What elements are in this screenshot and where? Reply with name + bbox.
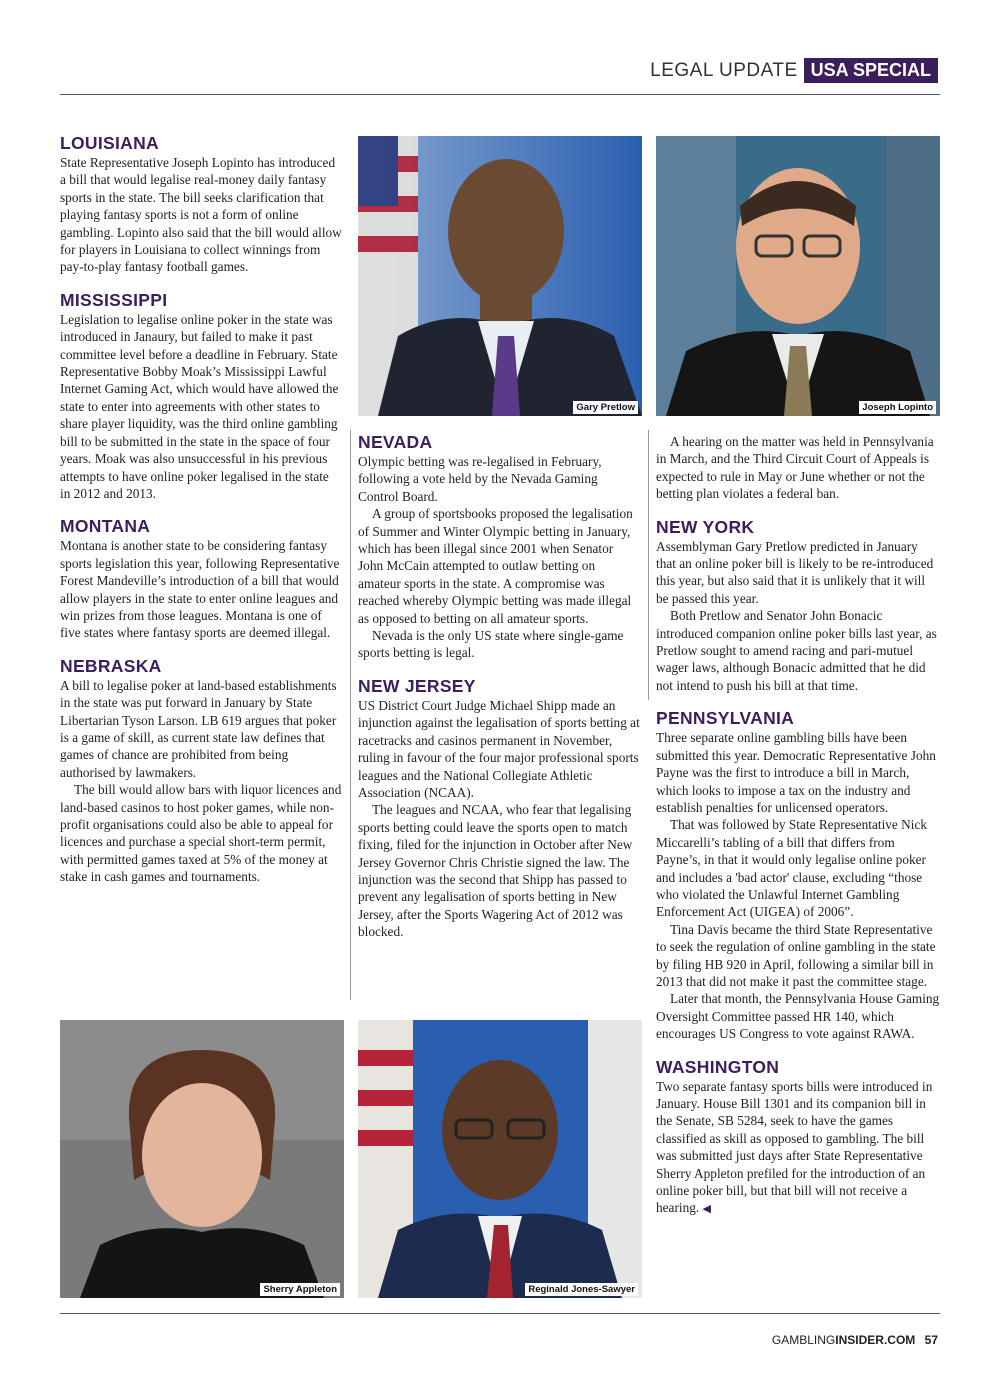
body-paragraph: Olympic betting was re-legalised in February, following a vote held by the Nevada Gaming Control Board. (358, 454, 602, 504)
body-paragraph: Legislation to legalise online poker in the state was introduced in Janaury, but failed to make it past committee level before a deadline in February. State Representative Bobby Moak’s Mississippi Lawful Internet Gaming Act, which would have allowed the state to enter into agreements with other states to share player liquidity, was the third online gambling bill to be submitted in the state in the space of four years. Moak was also unsuccessful in his previous attempts to have online poker legalised in the state in 2012 and 2013. (60, 311, 339, 501)
section-heading: MISSISSIPPI (60, 289, 168, 310)
site-name-prefix: GAMBLING (771, 1333, 836, 1347)
photo-joseph-lopinto (656, 136, 940, 416)
left-column (60, 132, 342, 899)
body-paragraph: Three separate online gambling bills have been submitted this year. Democratic Representative John Payne was the first to introduce a bill in March, which looks to impose a tax on the industry and establish penalties for unlicensed operators. (656, 730, 936, 815)
page-number: 57 (924, 1333, 938, 1347)
body-paragraph: Both Pretlow and Senator John Bonacic introduced companion online poker bills last year, as Pretlow sought to amend racing and pari-mutuel wager laws, although Bonacic admitted that he did not intend to push his bill at that time. (656, 608, 937, 693)
middle-column (358, 431, 640, 954)
body-paragraph: A hearing on the matter was held in Pennsylvania in March, and the Third Circuit Court of Appeals is expected to rule in May or June whether or not the betting plan violates a federal ban. (656, 434, 934, 502)
body-paragraph: State Representative Joseph Lopinto has introduced a bill that would legalise real-money daily fantasy sports in the state. The bill seeks clarification that playing fantasy sports is not a form of online gambling. Lopinto also said that the bill would allow for players in Louisiana to collect winnings from pay-to-play fantasy football games. (60, 155, 342, 275)
body-paragraph: Two separate fantasy sports bills were introduced in January. House Bill 1301 and its companion bill in the Senate, SB 5284, seek to have the games classified as skill as opposed to gambling. The bill was submitted just days after State Representative Sherry Appleton prefiled for the introduction of an online poker bill, but that bill will not receive a hearing. ◀ (656, 1078, 933, 1216)
article-section (358, 431, 640, 662)
portrait-man-suit (358, 136, 642, 416)
body-paragraph: Tina Davis became the third State Representative to seek the regulation of online gambling in the state by filing HB 920 in April, following a similar bill in 2013 that did not make it past the committee stage. (656, 921, 936, 989)
section-heading: PENNSYLVANIA (656, 708, 795, 729)
body-paragraph: A bill to legalise poker at land-based establishments in the state was put forward in January by State Libertarian Tyson Larson. LB 619 argues that poker is a game of skill, as current state law defines that games of chance are prohibited from being authorised by lawmakers. (60, 677, 337, 780)
body-paragraph: Nevada is the only US state where single-game sports betting is legal. (358, 628, 624, 661)
section-label: LEGAL UPDATE (650, 59, 798, 81)
body-paragraph: Assemblyman Gary Pretlow predicted in January that an online poker bill is likely to be re-introduced this year, but also said that it is unlikely that it will be passed this year. (656, 538, 934, 606)
section-heading: WASHINGTON (656, 1056, 780, 1077)
page-footer (772, 1333, 938, 1347)
continued-text (656, 433, 940, 503)
body-paragraph: US District Court Judge Michael Shipp made an injunction against the legalisation of sports betting at racetracks and casinos permanent in November, ruling in favour of the four major professional sports leagues and the National Collegiate Athletic Association (NCAA). (358, 697, 640, 800)
article-section (60, 289, 342, 502)
caption-gary-pretlow: Gary Pretlow (573, 401, 638, 414)
portrait-man-glasses (656, 136, 940, 416)
site-name-bold: INSIDER.COM (835, 1333, 916, 1347)
article-section (60, 132, 342, 276)
caption-sherry-appleton: Sherry Appleton (260, 1283, 340, 1296)
body-paragraph: A group of sportsbooks proposed the legalisation of Summer and Winter Olympic betting in January, which has been illegal since 2001 when Senator John McCain attempted to outlaw betting on amateur sports in the state. A compromise was reached whereby Olympic betting was made illegal as opposed to betting on all amateur sports. (358, 506, 633, 626)
section-heading: MONTANA (60, 516, 151, 537)
photo-reginald-jones-sawyer (358, 1020, 642, 1298)
article-section (358, 675, 640, 941)
body-paragraph: The leagues and NCAA, who fear that legalising sports betting could leave the sports open to match fixing, filed for the injunction in October after New Jersey Governor Chris Christie signed the law. The injunction was the second that Shipp has passed to prevent any legalisation of sports betting in New Jersey, after the Sports Wagering Act of 2012 was blocked. (358, 802, 633, 940)
footer-rule (60, 1313, 940, 1314)
article-section (60, 655, 342, 886)
section-badge: USA SPECIAL (804, 58, 938, 83)
portrait-man-glasses-flag (358, 1020, 642, 1298)
body-paragraph: That was followed by State Representative Nick Miccarelli’s tabling of a bill that differs from Payne’s, in that it would only legalise online poker and includes a 'bad actor' clause, excluding “those who violated the Unlawful Internet Gambling Enforcement Act (UIGEA) of 2006”. (656, 817, 927, 920)
section-heading: LOUISIANA (60, 133, 159, 153)
caption-reginald-jones-sawyer: Reginald Jones-Sawyer (525, 1283, 638, 1296)
body-paragraph: The bill would allow bars with liquor licences and land-based casinos to host poker games, while non-profit organisations could also be able to appeal for licences and purchase a special short-term permit, with permitted games taxed at 5% of the money at stake in cash games and tournaments. (60, 782, 342, 885)
section-heading: NEBRASKA (60, 655, 162, 676)
section-heading: NEW YORK (656, 516, 755, 537)
caption-joseph-lopinto: Joseph Lopinto (859, 401, 936, 414)
article-section (60, 515, 342, 641)
page-header (650, 58, 938, 83)
section-heading: NEW JERSEY (358, 675, 476, 696)
photo-gary-pretlow (358, 136, 642, 416)
body-paragraph: Montana is another state to be considering fantasy sports legislation this year, following Representative Forest Mandeville’s introduction of a bill that would allow players in the state to enter online leagues and win prizes from those leagues. Montana is one of five states where fantasy sports are deemed illegal. (60, 538, 340, 641)
end-of-article-icon: ◀ (702, 1203, 711, 1216)
photo-sherry-appleton (60, 1020, 344, 1298)
header-rule (60, 94, 940, 95)
body-paragraph: Later that month, the Pennsylvania House Gaming Oversight Committee passed HR 140, which encourages US Congress to vote against RAWA. (656, 991, 940, 1042)
column-divider-2 (648, 430, 649, 700)
article-section (656, 516, 940, 695)
column-divider-1 (350, 430, 351, 1000)
article-section (656, 707, 940, 1042)
article-section (656, 1056, 940, 1219)
portrait-woman (60, 1020, 344, 1298)
right-column (656, 433, 940, 1232)
section-heading: NEVADA (358, 432, 433, 452)
